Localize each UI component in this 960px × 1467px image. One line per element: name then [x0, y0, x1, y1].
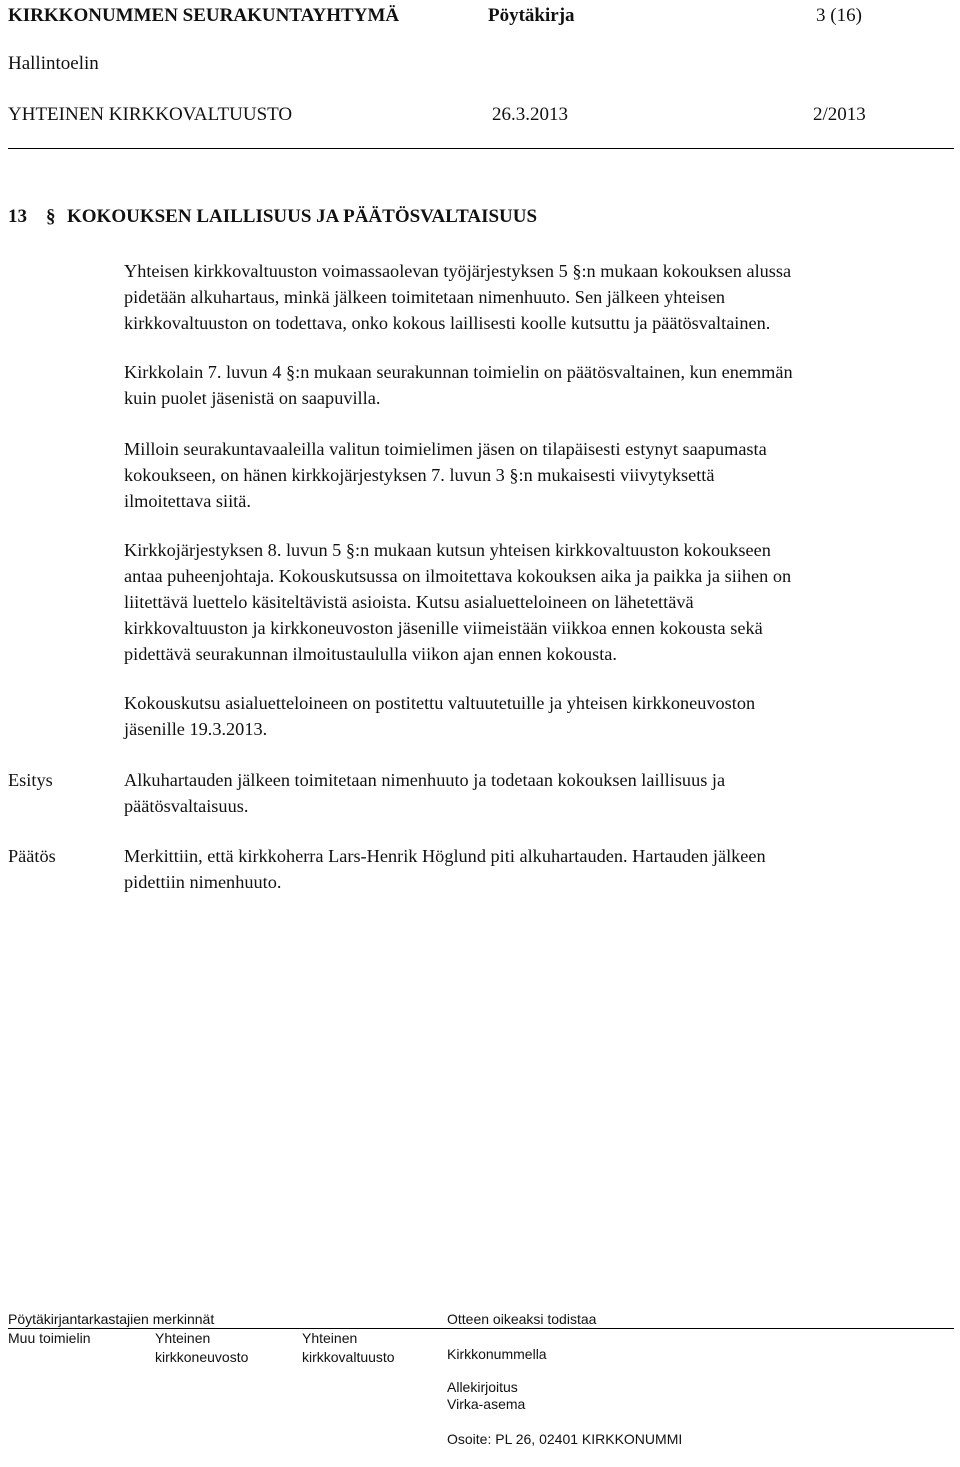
- decision-line: pidettiin nimenhuuto.: [124, 872, 282, 892]
- meeting-date: 26.3.2013: [492, 104, 568, 125]
- item-number: 13: [8, 206, 27, 227]
- proposal-text: [124, 767, 944, 819]
- paragraph-line: kirkkovaltuuston ja kirkkoneuvoston jäsenille viimeistään viikkoa ennen kokousta sekä: [124, 618, 763, 638]
- paragraph-line: Kirkkojärjestyksen 8. luvun 5 §:n mukaan kutsun yhteisen kirkkovaltuuston kokoukseen: [124, 540, 771, 560]
- governing-body-label: Hallintoelin: [8, 53, 99, 74]
- paragraph-line: kirkkovaltuuston on todettava, onko kokous laillisesti koolle kutsuttu ja päätösvaltainen.: [124, 313, 771, 333]
- paragraph-line: antaa puheenjohtaja. Kokouskutsussa on ilmoitettava kokouksen aika ja paikka ja siihen on: [124, 566, 792, 586]
- paragraph-line: pidettävä seurakunnan ilmoitustaululla viikon ajan ennen kokousta.: [124, 644, 617, 664]
- footer-col-line: Yhteinen: [155, 1330, 211, 1346]
- footer-col-other-body: [8, 1329, 90, 1348]
- paragraph-line: kokoukseen, on hänen kirkkojärjestyksen 7. luvun 3 §:n mukaisesti viivytyksettä: [124, 465, 715, 485]
- footer-col-line: kirkkoneuvosto: [155, 1349, 249, 1365]
- paragraph-line: pidetään alkuhartaus, minkä jälkeen toimitetaan nimenhuuto. Sen jälkeen yhteisen: [124, 287, 726, 307]
- decision-line: Merkittiin, että kirkkoherra Lars-Henrik Höglund piti alkuhartauden. Hartauden jälkeen: [124, 846, 766, 866]
- meeting-body: YHTEINEN KIRKKOVALTUUSTO: [8, 104, 293, 125]
- paragraph-line: liitettävä luettelo käsiteltävistä asioista. Kutsu asialuetteloineen on lähetettävä: [124, 592, 694, 612]
- checkers-title: Pöytäkirjantarkastajien merkinnät: [8, 1311, 215, 1327]
- meeting-number: 2/2013: [813, 104, 866, 125]
- footer-col-church-assembly: [302, 1329, 395, 1367]
- paragraph-line: jäsenille 19.3.2013.: [124, 719, 268, 739]
- proposal-line: päätösvaltaisuus.: [124, 796, 249, 816]
- doc-type: Pöytäkirja: [488, 5, 575, 26]
- header-rule: [8, 148, 954, 149]
- paragraph-5: [124, 690, 944, 742]
- footer-col-line: Yhteinen: [302, 1330, 358, 1346]
- paragraph-3: [124, 436, 944, 514]
- item-title: KOKOUKSEN LAILLISUUS JA PÄÄTÖSVALTAISUUS: [67, 206, 538, 227]
- page-number: 3 (16): [816, 5, 862, 26]
- paragraph-line: kuin puolet jäsenistä on saapuvilla.: [124, 388, 381, 408]
- footer-col-line: Muu toimielin: [8, 1330, 91, 1346]
- paragraph-4: [124, 537, 944, 667]
- paragraph-1: [124, 258, 944, 336]
- certified-label: Otteen oikeaksi todistaa: [447, 1311, 597, 1327]
- signature-label: Allekirjoitus: [447, 1379, 518, 1395]
- paragraph-line: Kirkkolain 7. luvun 4 §:n mukaan seurakunnan toimielin on päätösvaltainen, kun enemmän: [124, 362, 793, 382]
- proposal-line: Alkuhartauden jälkeen toimitetaan nimenhuuto ja todetaan kokouksen laillisuus ja: [124, 770, 726, 790]
- paragraph-line: Yhteisen kirkkovaltuuston voimassaolevan työjärjestyksen 5 §:n mukaan kokouksen alussa: [124, 261, 792, 281]
- postal-address: Osoite: PL 26, 02401 KIRKKONUMMI: [447, 1431, 683, 1447]
- proposal-label: Esitys: [8, 770, 53, 790]
- position-label: Virka-asema: [447, 1396, 526, 1412]
- paragraph-line: Milloin seurakuntavaaleilla valitun toimielimen jäsen on tilapäisesti estynyt saapumasta: [124, 439, 767, 459]
- paragraph-2: [124, 359, 944, 411]
- paragraph-line: Kokouskutsu asialuetteloineen on postitettu valtuutetuille ja yhteisen kirkkoneuvoston: [124, 693, 756, 713]
- paragraph-line: ilmoitettava siitä.: [124, 491, 251, 511]
- footer-col-line: kirkkovaltuusto: [302, 1349, 395, 1365]
- certified-place: Kirkkonummella: [447, 1346, 547, 1362]
- decision-label: Päätös: [8, 846, 56, 866]
- org-name: KIRKKONUMMEN SEURAKUNTAYHTYMÄ: [8, 5, 400, 26]
- section-mark: §: [46, 206, 56, 227]
- footer-col-church-council: [155, 1329, 248, 1367]
- decision-text: [124, 843, 944, 895]
